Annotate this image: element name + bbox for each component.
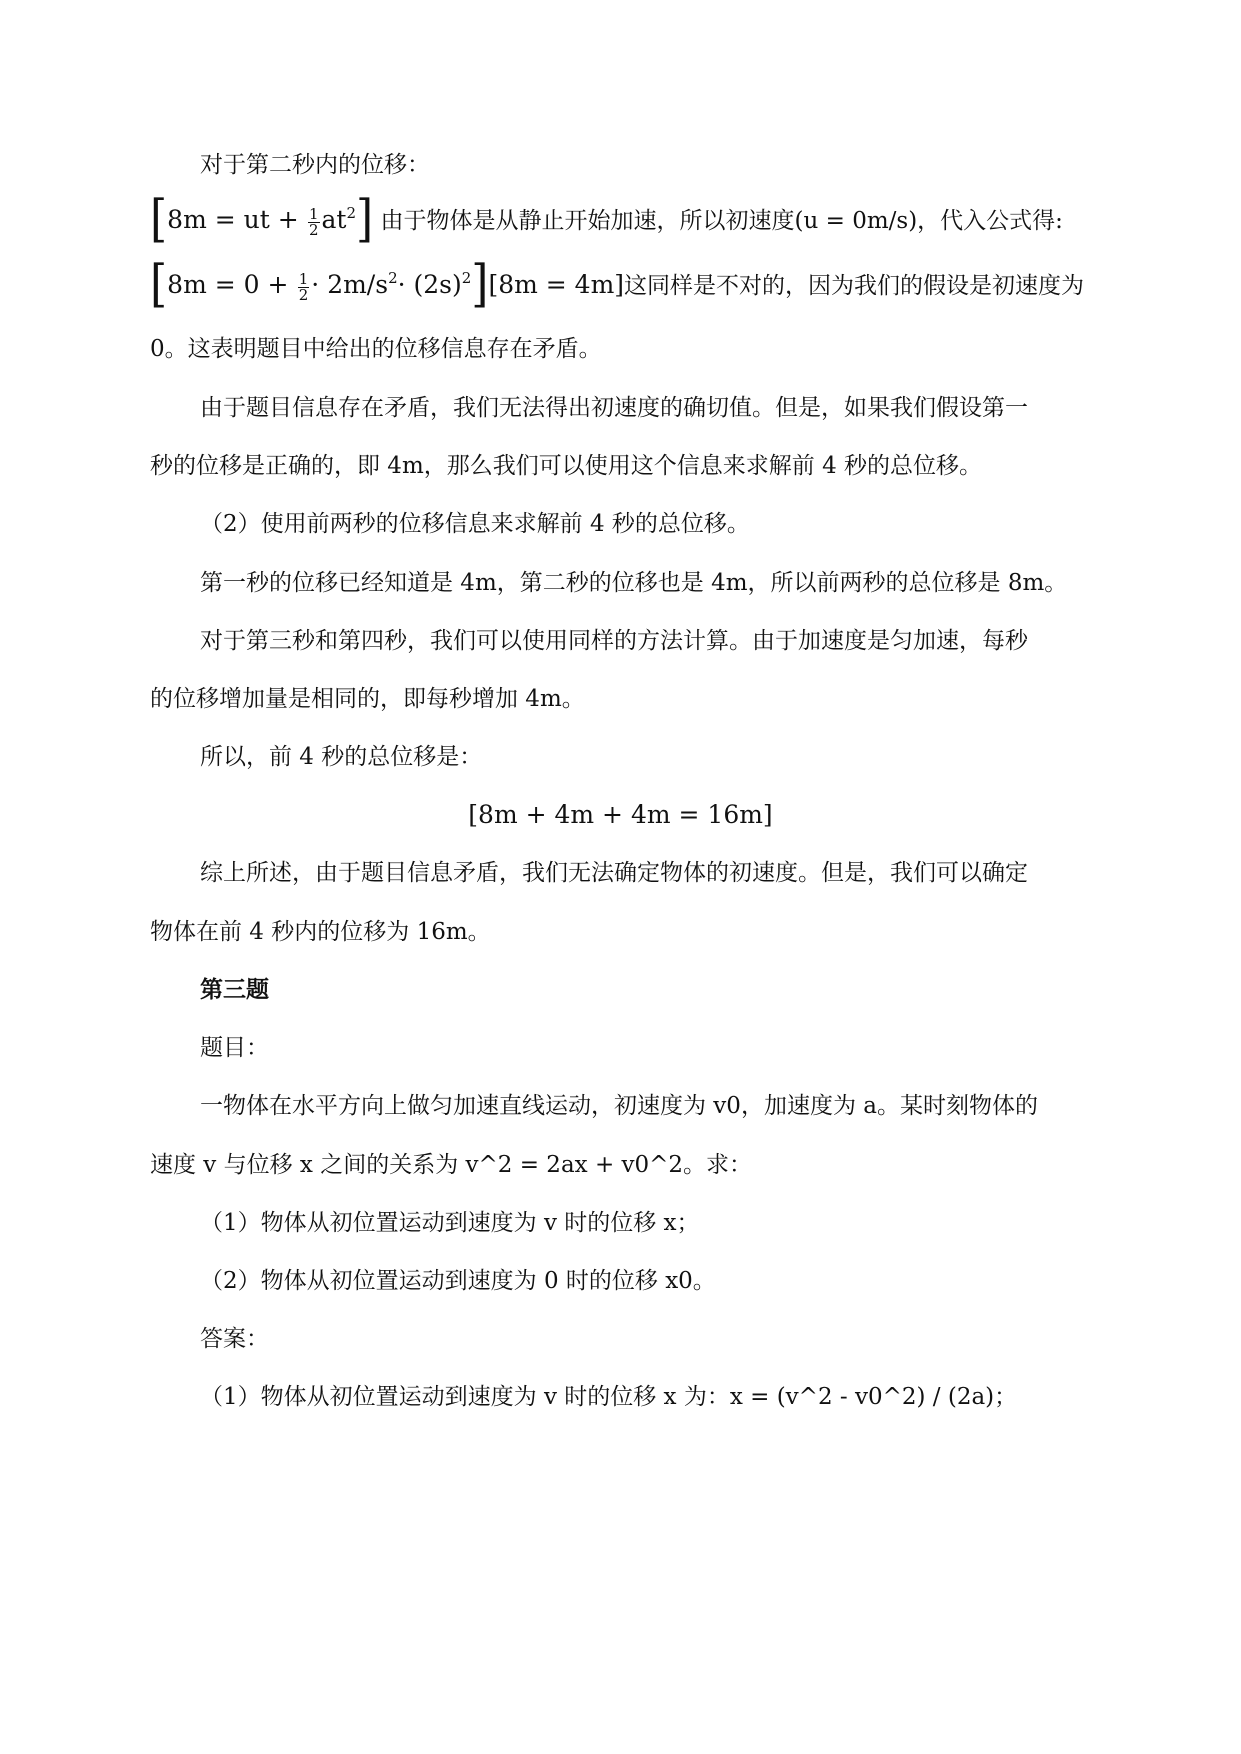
formula-text: 8m = ut + xyxy=(167,205,299,234)
left-bracket: [ xyxy=(150,190,168,249)
paragraph-line: 所以，前 4 秒的总位移是： xyxy=(200,744,483,770)
paragraph-line: （2）使用前两秒的位移信息来求解前 4 秒的总位移。 xyxy=(200,511,750,537)
exponent: 2 xyxy=(461,269,472,287)
formula-text: · (2s) xyxy=(397,270,462,299)
fraction-half: $\frac{1}{2}$ xyxy=(298,269,309,304)
paragraph-line: 由于题目信息存在矛盾，我们无法得出初速度的确切值。但是，如果我们假设第一 xyxy=(200,395,1028,421)
paragraph-line: 秒的位移是正确的，即 4m，那么我们可以使用这个信息来求解前 4 秒的总位移。 xyxy=(150,453,983,479)
fraction-half: $\frac{1}{2}$ xyxy=(308,204,319,239)
paragraph-line: 综上所述，由于题目信息矛盾，我们无法确定物体的初速度。但是，我们可以确定 xyxy=(200,860,1028,886)
right-bracket: ] xyxy=(356,190,374,249)
paragraph-text: 这同样是不对的，因为我们的假设是初速度为 xyxy=(624,273,1085,299)
paragraph-line: 物体在前 4 秒内的位移为 16m。 xyxy=(150,919,491,945)
formula-text: 8m = 0 + xyxy=(167,270,289,299)
formula-line: [8m + 4m + 4m = 16m] xyxy=(468,800,773,829)
left-bracket: [ xyxy=(150,255,168,314)
paragraph-line: 答案： xyxy=(200,1326,269,1352)
paragraph-text: 由于物体是从静止开始加速，所以初速度(u = 0m/s)，代入公式得: xyxy=(380,208,1063,234)
paragraph-line: （1）物体从初位置运动到速度为 v 时的位移 x； xyxy=(200,1210,700,1236)
formula-line xyxy=(150,190,1095,249)
formula-line xyxy=(150,255,1095,314)
paragraph-line: （1）物体从初位置运动到速度为 v 时的位移 x 为：x = (v^2 - v0^2) / (2a)； xyxy=(200,1384,1018,1410)
exponent: 2 xyxy=(388,269,398,287)
formula-text: at xyxy=(321,205,347,234)
paragraph-line: 的位移增加量是相同的，即每秒增加 4m。 xyxy=(150,686,585,712)
formula-text: · 2m/s xyxy=(311,270,389,299)
paragraph-line: 对于第三秒和第四秒，我们可以使用同样的方法计算。由于加速度是匀加速，每秒 xyxy=(200,628,1028,654)
paragraph-line: （2）物体从初位置运动到速度为 0 时的位移 x0。 xyxy=(200,1268,716,1294)
paragraph-line: 题目： xyxy=(200,1035,269,1061)
formula-text: [8m = 4m] xyxy=(488,270,625,299)
right-bracket: ] xyxy=(471,255,489,314)
section-heading: 第三题 xyxy=(200,976,269,1003)
exponent: 2 xyxy=(346,204,357,222)
paragraph-line: 0。这表明题目中给出的位移信息存在矛盾。 xyxy=(150,336,602,362)
paragraph-line: 速度 v 与位移 x 之间的关系为 v^2 = 2ax + v0^2。求： xyxy=(150,1152,753,1178)
paragraph-line: 一物体在水平方向上做匀加速直线运动，初速度为 v0，加速度为 a。某时刻物体的 xyxy=(200,1093,1038,1119)
paragraph-line: 第一秒的位移已经知道是 4m，第二秒的位移也是 4m，所以前两秒的总位移是 8m。 xyxy=(200,570,1068,596)
paragraph-line: 对于第二秒内的位移： xyxy=(200,152,430,178)
